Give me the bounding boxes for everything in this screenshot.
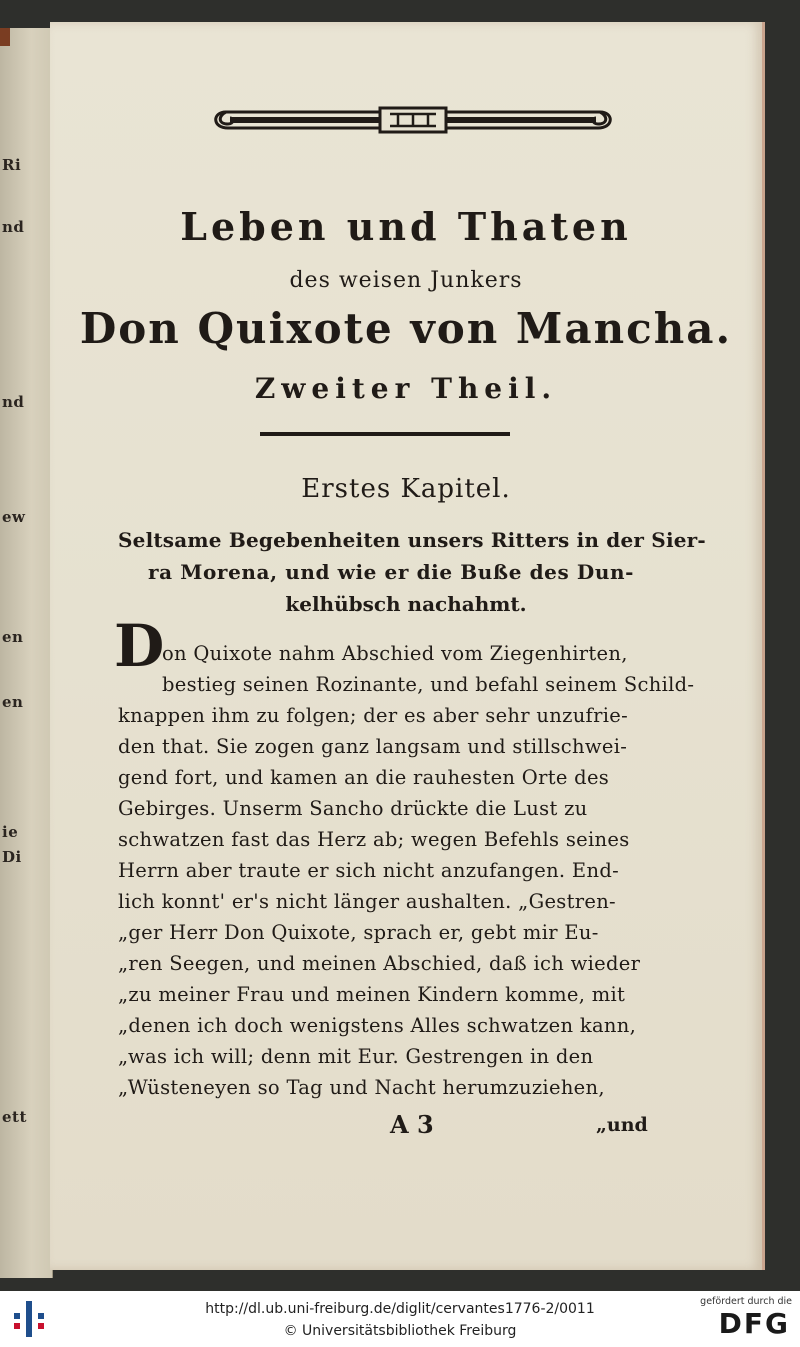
body-text-line: gend fort, und kamen an die rauhesten Orte des xyxy=(118,766,610,789)
catchword: „und xyxy=(596,1114,648,1136)
viewer-footer-bar xyxy=(0,1291,800,1347)
left-page-fragment: ew xyxy=(2,508,26,526)
body-text-line: knappen ihm zu folgen; der es aber sehr unzufrie- xyxy=(118,704,628,727)
title-rule-divider xyxy=(260,432,510,436)
drop-cap: D xyxy=(114,612,165,680)
citation-url-link[interactable]: http://dl.ub.uni-freiburg.de/diglit/cervantes1776-2/0011 xyxy=(205,1301,595,1317)
body-text-line: „zu meiner Frau und meinen Kindern komme, mit xyxy=(118,983,626,1006)
title-line-3: Don Quixote von Mancha. xyxy=(79,304,733,353)
body-text-line: „Wüsteneyen so Tag und Nacht herumzuziehen, xyxy=(118,1076,605,1099)
ornament-headpiece-icon xyxy=(208,102,618,142)
left-page-fragment: ett xyxy=(2,1108,27,1126)
book-page xyxy=(50,22,765,1270)
title-line-4: Zweiter Theil. xyxy=(254,372,558,405)
left-page-fragment: nd xyxy=(2,218,25,236)
body-text-line: schwatzen fast das Herz ab; wegen Befehls seines xyxy=(118,828,630,851)
left-facing-page-edge xyxy=(0,28,53,1278)
copyright-notice: © Universitätsbibliothek Freiburg xyxy=(283,1323,517,1339)
body-text-line: Gebirges. Unserm Sancho drückte die Lust zu xyxy=(118,797,588,820)
left-page-fragment: Di xyxy=(2,848,22,866)
chapter-summary-line: kelhübsch nachahmt. xyxy=(285,592,527,616)
chapter-summary-line: ra Morena, und wie er die Buße des Dun- xyxy=(148,560,635,584)
dfg-logo[interactable]: DFG xyxy=(718,1307,790,1340)
left-page-fragment: en xyxy=(2,628,24,646)
body-text-line: „denen ich doch wenigstens Alles schwatzen kann, xyxy=(118,1014,637,1037)
body-text-line: lich konnt' er's nicht länger aushalten. „Gestren- xyxy=(118,890,616,913)
body-text-line: Herrn aber traute er sich nicht anzufangen. End- xyxy=(118,859,619,882)
title-line-1: Leben und Thaten xyxy=(180,204,632,249)
chapter-heading: Erstes Kapitel. xyxy=(301,474,511,504)
title-line-2: des weisen Junkers xyxy=(289,268,523,293)
body-text-line: on Quixote nahm Abschied vom Ziegenhirten, xyxy=(162,642,628,665)
left-page-fragment: Ri xyxy=(2,156,22,174)
chapter-summary-line: Seltsame Begebenheiten unsers Ritters in der Sier- xyxy=(118,528,706,552)
body-text-line: „ger Herr Don Quixote, sprach er, gebt mir Eu- xyxy=(118,921,599,944)
body-text-line: „was ich will; denn mit Eur. Gestrengen in den xyxy=(118,1045,594,1068)
body-text-line: bestieg seinen Rozinante, und befahl seinem Schild- xyxy=(162,673,695,696)
body-text-line: den that. Sie zogen ganz langsam und stillschwei- xyxy=(118,735,628,758)
body-text-line: „ren Seegen, und meinen Abschied, daß ich wieder xyxy=(118,952,641,975)
binding-edge xyxy=(0,28,10,46)
left-page-fragment: nd xyxy=(2,393,25,411)
left-page-fragment: en xyxy=(2,693,24,711)
left-page-fragment: ie xyxy=(2,823,19,841)
signature-mark: A 3 xyxy=(390,1110,434,1139)
funding-caption: gefördert durch die xyxy=(700,1296,792,1307)
